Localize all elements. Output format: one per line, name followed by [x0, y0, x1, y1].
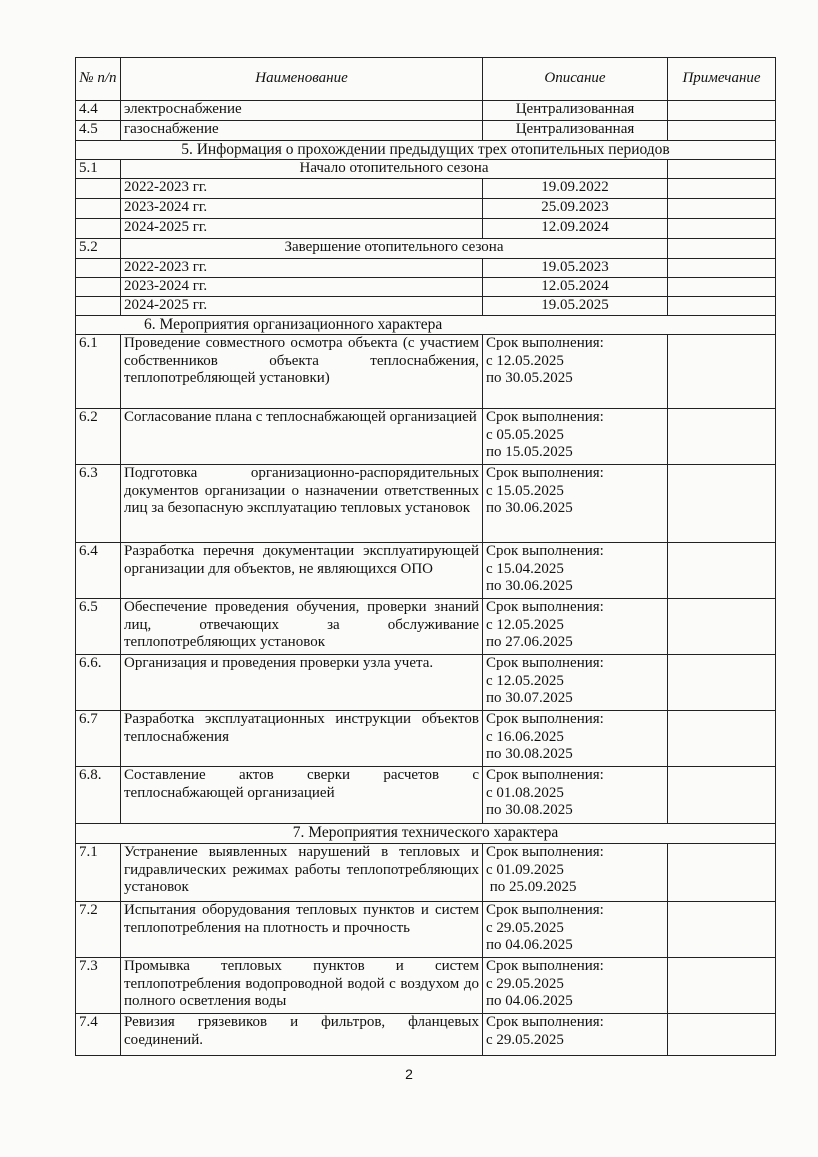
row-period: 2023-2024 гг.: [121, 199, 483, 219]
row-num: [76, 259, 121, 278]
row-deadline: [483, 767, 668, 824]
deadline-label: Срок выполнения:: [486, 711, 604, 727]
subsection-row: [76, 160, 776, 179]
table-row: [76, 711, 776, 767]
table-row: [76, 958, 776, 1014]
row-num: 6.1: [76, 335, 121, 409]
table-row: [76, 179, 776, 199]
deadline-to: по 15.05.2025: [486, 444, 573, 460]
row-name: Проведение совместного осмотра объекта (с участием собственников объекта теплоснабжения, теплопотребляющей установки): [121, 335, 483, 409]
row-num: 4.5: [76, 121, 121, 141]
row-num: 7.2: [76, 902, 121, 958]
table-row: [76, 599, 776, 655]
section-6-row: [76, 316, 776, 335]
row-period: 2024-2025 гг.: [121, 297, 483, 316]
row-note: [668, 239, 776, 259]
row-deadline: [483, 711, 668, 767]
deadline-from: с 05.05.2025: [486, 426, 564, 443]
row-note: [668, 297, 776, 316]
row-name: газоснабжение: [121, 121, 483, 141]
row-num: [76, 199, 121, 219]
row-num: 5.2: [76, 239, 121, 259]
row-deadline: [483, 1014, 668, 1056]
row-note: [668, 101, 776, 121]
deadline-label: Срок выполнения:: [486, 335, 604, 351]
deadline-from: с 01.08.2025: [486, 784, 564, 801]
row-note: [668, 958, 776, 1014]
table-row: [76, 844, 776, 902]
row-note: [668, 711, 776, 767]
row-date: 19.09.2022: [483, 179, 668, 199]
deadline-label: Срок выполнения:: [486, 543, 604, 559]
row-name: Составление актов сверки расчетов с теплоснабжающей организацией: [121, 767, 483, 824]
row-deadline: [483, 465, 668, 543]
row-note: [668, 902, 776, 958]
row-note: [668, 278, 776, 297]
deadline-label: Срок выполнения:: [486, 599, 604, 615]
row-deadline: [483, 409, 668, 465]
row-period: 2023-2024 гг.: [121, 278, 483, 297]
row-note: [668, 160, 776, 179]
row-num: [76, 219, 121, 239]
deadline-label: Срок выполнения:: [486, 1014, 604, 1030]
row-num: 6.4: [76, 543, 121, 599]
row-note: [668, 844, 776, 902]
deadline-label: Срок выполнения:: [486, 767, 604, 783]
row-date: 12.05.2024: [483, 278, 668, 297]
table-row: [76, 335, 776, 409]
row-num: 5.1: [76, 160, 121, 179]
row-name: Испытания оборудования тепловых пунктов и систем теплопотребления на плотность и прочность: [121, 902, 483, 958]
row-name: Обеспечение проведения обучения, проверки знаний лиц, отвечающих за обслуживание теплопотребляющих установок: [121, 599, 483, 655]
table-row: [76, 1014, 776, 1056]
row-num: 6.2: [76, 409, 121, 465]
deadline-from: с 15.04.2025: [486, 560, 564, 577]
row-desc: Централизованная: [483, 121, 668, 141]
table-row: [76, 297, 776, 316]
plan-table: [75, 57, 776, 1056]
row-deadline: [483, 655, 668, 711]
row-deadline: [483, 958, 668, 1014]
deadline-to: по 30.07.2025: [486, 690, 573, 706]
row-num: 6.3: [76, 465, 121, 543]
deadline-to: по 04.06.2025: [486, 993, 573, 1009]
table-row: [76, 219, 776, 239]
row-num: 7.3: [76, 958, 121, 1014]
table-header-row: [76, 58, 776, 101]
row-note: [668, 179, 776, 199]
deadline-label: Срок выполнения:: [486, 844, 604, 860]
header-name: Наименование: [121, 58, 483, 101]
deadline-from: с 12.05.2025: [486, 352, 564, 369]
row-name: Устранение выявленных нарушений в тепловых и гидравлических режимах работы теплопотребляющих установок: [121, 844, 483, 902]
deadline-to: по 27.06.2025: [486, 634, 573, 650]
table-row: [76, 409, 776, 465]
row-num: 6.5: [76, 599, 121, 655]
row-date: 25.09.2023: [483, 199, 668, 219]
deadline-from: с 01.09.2025: [486, 861, 564, 878]
row-note: [668, 199, 776, 219]
row-num: 6.8.: [76, 767, 121, 824]
table-row: [76, 902, 776, 958]
section-7-row: [76, 824, 776, 844]
row-note: [668, 259, 776, 278]
row-deadline: [483, 902, 668, 958]
subsection-title: Завершение отопительного сезона: [121, 239, 668, 259]
page-number: 2: [405, 1066, 413, 1082]
deadline-label: Срок выполнения:: [486, 655, 604, 671]
row-num: [76, 297, 121, 316]
row-name: Согласование плана с теплоснабжающей организацией: [121, 409, 483, 465]
row-num: [76, 278, 121, 297]
row-name: Разработка перечня документации эксплуатирующей организации для объектов, не являющихся ОПО: [121, 543, 483, 599]
table-row: [76, 101, 776, 121]
deadline-to: по 04.06.2025: [486, 937, 573, 953]
row-desc: Централизованная: [483, 101, 668, 121]
row-note: [668, 219, 776, 239]
deadline-to: по 30.06.2025: [486, 500, 573, 516]
subsection-title: Начало отопительного сезона: [121, 160, 668, 179]
row-name: Организация и проведения проверки узла учета.: [121, 655, 483, 711]
deadline-to: по 25.09.2025: [486, 879, 577, 895]
row-note: [668, 599, 776, 655]
row-num: 4.4: [76, 101, 121, 121]
deadline-from: с 12.05.2025: [486, 672, 564, 689]
deadline-label: Срок выполнения:: [486, 465, 604, 481]
table-row: [76, 655, 776, 711]
row-deadline: [483, 335, 668, 409]
row-period: 2022-2023 гг.: [121, 179, 483, 199]
section-5-title: 5. Информация о прохождении предыдущих трех отопительных периодов: [76, 141, 776, 160]
table-row: [76, 465, 776, 543]
deadline-to: по 30.08.2025: [486, 802, 573, 818]
table-row: [76, 543, 776, 599]
row-num: 7.1: [76, 844, 121, 902]
row-note: [668, 543, 776, 599]
deadline-from: с 29.05.2025: [486, 919, 564, 936]
row-num: 6.7: [76, 711, 121, 767]
row-name: электроснабжение: [121, 101, 483, 121]
deadline-to: по 30.05.2025: [486, 370, 573, 386]
deadline-from: с 15.05.2025: [486, 482, 564, 499]
deadline-label: Срок выполнения:: [486, 409, 604, 425]
row-num: [76, 179, 121, 199]
deadline-from: с 29.05.2025: [486, 1031, 564, 1048]
row-deadline: [483, 844, 668, 902]
deadline-to: по 30.08.2025: [486, 746, 573, 762]
row-num: 7.4: [76, 1014, 121, 1056]
table-row: [76, 767, 776, 824]
row-name: Разработка эксплуатационных инструкции объектов теплоснабжения: [121, 711, 483, 767]
row-deadline: [483, 599, 668, 655]
row-date: 19.05.2023: [483, 259, 668, 278]
table-row: [76, 121, 776, 141]
deadline-from: с 16.06.2025: [486, 728, 564, 745]
row-note: [668, 655, 776, 711]
section-6-title: 6. Мероприятия организационного характера: [76, 316, 776, 335]
row-period: 2022-2023 гг.: [121, 259, 483, 278]
deadline-label: Срок выполнения:: [486, 958, 604, 974]
row-note: [668, 409, 776, 465]
header-note: Примечание: [668, 58, 776, 101]
deadline-from: с 12.05.2025: [486, 616, 564, 633]
row-note: [668, 767, 776, 824]
table-row: [76, 259, 776, 278]
row-name: Промывка тепловых пунктов и систем теплопотребления водопроводной водой с воздухом до полного осветления воды: [121, 958, 483, 1014]
row-name: Ревизия грязевиков и фильтров, фланцевых соединений.: [121, 1014, 483, 1056]
section-7-title: 7. Мероприятия технического характера: [76, 824, 776, 844]
row-note: [668, 121, 776, 141]
subsection-row: [76, 239, 776, 259]
row-note: [668, 1014, 776, 1056]
deadline-from: с 29.05.2025: [486, 975, 564, 992]
row-num: 6.6.: [76, 655, 121, 711]
table-row: [76, 199, 776, 219]
row-note: [668, 465, 776, 543]
row-note: [668, 335, 776, 409]
header-desc: Описание: [483, 58, 668, 101]
row-deadline: [483, 543, 668, 599]
row-date: 19.05.2025: [483, 297, 668, 316]
row-period: 2024-2025 гг.: [121, 219, 483, 239]
row-name: Подготовка организационно-распорядительных документов организации о назначении ответственных лиц за безопасную эксплуатацию тепловых установок: [121, 465, 483, 543]
row-date: 12.09.2024: [483, 219, 668, 239]
deadline-to: по 30.06.2025: [486, 578, 573, 594]
header-num: № п/п: [76, 58, 121, 101]
deadline-label: Срок выполнения:: [486, 902, 604, 918]
table-row: [76, 278, 776, 297]
section-5-row: [76, 141, 776, 160]
